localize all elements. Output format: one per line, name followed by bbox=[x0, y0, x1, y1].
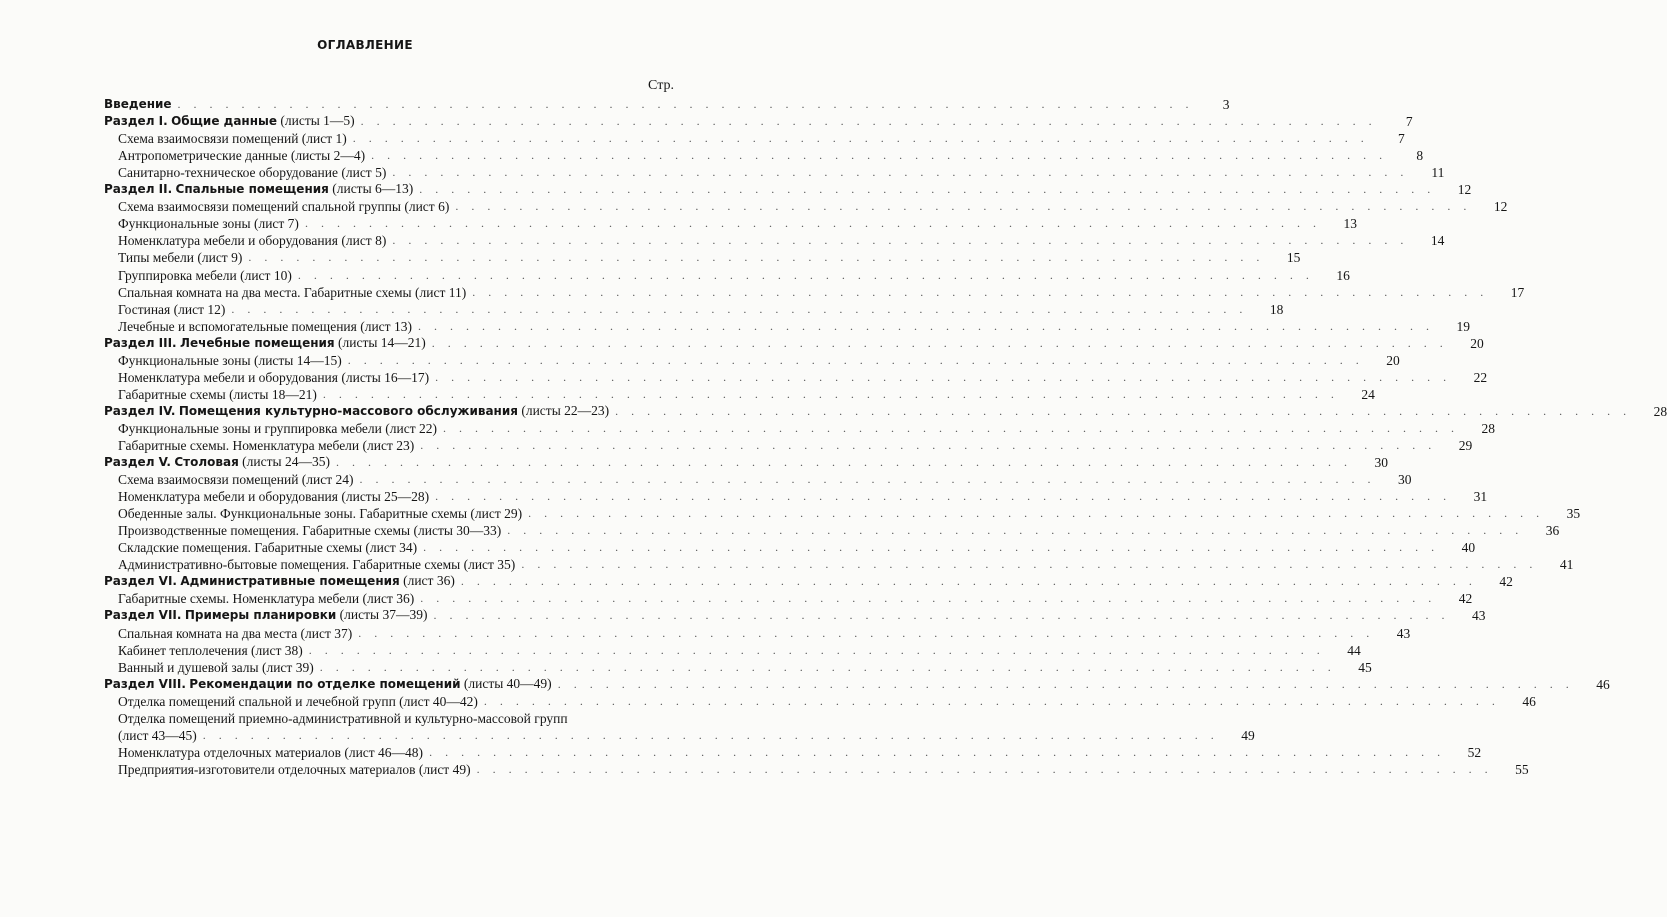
toc-leader-dots: . . . . . . . . . . . . . . . . . . . . . . . . . . . . . . . . . . . . . . . . . . . . . . . . . . . . . . . . . . . . . . . . bbox=[359, 472, 1376, 487]
toc-page-number: 44 bbox=[1347, 642, 1361, 658]
toc-entry-title bbox=[104, 675, 552, 693]
toc-section-entry bbox=[104, 113, 1413, 130]
toc-section-label: Раздел I. bbox=[104, 114, 168, 129]
toc-leader-dots: . . . . . . . . . . . . . . . . . . . . . . . . . . . . . . . . . . . . . . . . . . . . . . . . . . . . . . . . . . . . . . . . bbox=[417, 318, 1434, 333]
toc-subentry bbox=[104, 761, 1529, 778]
toc-leader-dots: . . . . . . . . . . . . . . . . . . . . . . . . . . . . . . . . . . . . . . . . . . . . . . . . . . . . . . . . . . . . . . . . bbox=[347, 352, 1364, 367]
toc-section-entry bbox=[104, 334, 1484, 352]
toc-page-number: 31 bbox=[1473, 489, 1488, 505]
toc-leader-dots: . . . . . . . . . . . . . . . . . . . . . . . . . . . . . . . . . . . . . . . . . . . . . . . . . . . . . . . . . . . . . . . . bbox=[455, 199, 1472, 214]
toc-subentry-text: Схема взаимосвязи помещений (лист 1) bbox=[118, 131, 347, 147]
toc-leader-dots: . . . . . . . . . . . . . . . . . . . . . . . . . . . . . . . . . . . . . . . . . . . . . . . . . . . . . . . . . . . . . . . . bbox=[335, 455, 1352, 470]
toc-subentry bbox=[104, 590, 1473, 607]
toc-leader-dots: . . . . . . . . . . . . . . . . . . . . . . . . . . . . . . . . . . . . . . . . . . . . . . . . . . . . . . . . . . . . . . . . bbox=[433, 608, 1450, 623]
toc-leader-dots: . . . . . . . . . . . . . . . . . . . . . . . . . . . . . . . . . . . . . . . . . . . . . . . . . . . . . . . . . . . . . . . . bbox=[322, 386, 1339, 401]
toc-leader-dots: . . . . . . . . . . . . . . . . . . . . . . . . . . . . . . . . . . . . . . . . . . . . . . . . . . . . . . . . . . . . . . . . bbox=[420, 591, 1437, 606]
page-column-header: Стр. bbox=[648, 78, 674, 93]
toc-subentry-text: Обеденные залы. Функциональные зоны. Габаритные схемы (лист 29) bbox=[118, 506, 523, 522]
toc-leader-dots: . . . . . . . . . . . . . . . . . . . . . . . . . . . . . . . . . . . . . . . . . . . . . . . . . . . . . . . . . . . . . . . . bbox=[360, 114, 1377, 129]
toc-page-number: 3 bbox=[1222, 97, 1230, 113]
toc-leader-dots: . . . . . . . . . . . . . . . . . . . . . . . . . . . . . . . . . . . . . . . . . . . . . . . . . . . . . . . . . . . . . . . . bbox=[472, 284, 1489, 299]
toc-subentry bbox=[104, 556, 1574, 573]
toc-page-number: 35 bbox=[1566, 506, 1581, 522]
toc-entry-title bbox=[104, 556, 515, 573]
toc-page-number: 20 bbox=[1470, 335, 1484, 351]
toc-page-number: 24 bbox=[1361, 386, 1375, 402]
toc-leader-dots: . . . . . . . . . . . . . . . . . . . . . . . . . . . . . . . . . . . . . . . . . . . . . . . . . . . . . . . . . . . . . . . . bbox=[297, 267, 1314, 282]
toc-section-entry bbox=[104, 181, 1472, 198]
toc-entry-title bbox=[104, 301, 225, 318]
toc-leader-dots: . . . . . . . . . . . . . . . . . . . . . . . . . . . . . . . . . . . . . . . . . . . . . . . . . . . . . . . . . . . . . . . . bbox=[521, 557, 1538, 572]
toc-page-number: 52 bbox=[1467, 744, 1482, 760]
toc-section-label: Раздел IV. bbox=[104, 403, 176, 418]
toc-entry-title bbox=[104, 693, 478, 710]
toc-page-number: 29 bbox=[1458, 437, 1473, 453]
toc-page-number: 19 bbox=[1456, 318, 1470, 334]
toc-leader-dots: . . . . . . . . . . . . . . . . . . . . . . . . . . . . . . . . . . . . . . . . . . . . . . . . . . . . . . . . . . . . . . . . bbox=[435, 369, 1452, 384]
toc-leader-dots: . . . . . . . . . . . . . . . . . . . . . . . . . . . . . . . . . . . . . . . . . . . . . . . . . . . . . . . . . . . . . . . . bbox=[392, 165, 1409, 180]
toc-section-sheets: (листы 1—5) bbox=[280, 113, 355, 129]
toc-subentry-text: Кабинет теплолечения (лист 38) bbox=[118, 642, 303, 658]
toc-page-number: 41 bbox=[1559, 557, 1574, 573]
toc-page-number: 15 bbox=[1286, 250, 1301, 266]
toc-leader-dots: . . . . . . . . . . . . . . . . . . . . . . . . . . . . . . . . . . . . . . . . . . . . . . . . . . . . . . . . . . . . . . . . bbox=[429, 744, 1446, 759]
toc-section-name: Примеры планировки bbox=[184, 608, 337, 623]
toc-subentry-text: Санитарно-техническое оборудование (лист 5) bbox=[118, 165, 387, 181]
toc-section-label: Раздел VI. bbox=[104, 574, 177, 589]
toc-entry-title bbox=[104, 352, 342, 369]
toc-subentry bbox=[104, 693, 1536, 710]
toc-page-number: 22 bbox=[1473, 369, 1488, 385]
toc-entry-title bbox=[104, 453, 330, 471]
toc-entry-title bbox=[104, 471, 354, 488]
toc-subentry bbox=[104, 284, 1525, 301]
toc-entry-title bbox=[104, 95, 172, 113]
toc-section-sheets: (листы 14—21) bbox=[338, 334, 426, 350]
toc-subentry bbox=[104, 164, 1445, 181]
toc-entry-title bbox=[104, 710, 568, 727]
toc-page-number: 13 bbox=[1343, 216, 1357, 232]
toc-page-number: 42 bbox=[1499, 574, 1513, 590]
toc-page-number: 28 bbox=[1481, 420, 1495, 436]
toc-subentry-text: Складские помещения. Габаритные схемы (лист 34) bbox=[118, 540, 418, 556]
toc-section-label: Раздел V. bbox=[104, 455, 171, 470]
toc-entry-title bbox=[104, 606, 427, 624]
toc-section-name: Рекомендации по отделке помещений bbox=[189, 676, 461, 691]
toc-subentry bbox=[104, 232, 1445, 249]
toc-section-sheets: (листы 40—49) bbox=[463, 675, 552, 691]
toc-section-label: Раздел VII. bbox=[104, 608, 182, 623]
toc-subentry-text: Номенклатура отделочных материалов (лист 46—48) bbox=[118, 744, 424, 760]
toc-page-number: 18 bbox=[1269, 301, 1284, 317]
toc-leader-dots: . . . . . . . . . . . . . . . . . . . . . . . . . . . . . . . . . . . . . . . . . . . . . . . . . . . . . . . . . . . . . . . . bbox=[442, 420, 1459, 435]
toc-entry-title bbox=[104, 642, 303, 659]
toc-leader-dots: . . . . . . . . . . . . . . . . . . . . . . . . . . . . . . . . . . . . . . . . . . . . . . . . . . . . . . . . . . . . . . . . bbox=[420, 437, 1437, 452]
toc-section-label: Раздел II. bbox=[104, 182, 173, 197]
toc-subentry-text: Номенклатура мебели и оборудования (листы 25—28) bbox=[118, 489, 430, 505]
toc-subentry bbox=[104, 744, 1482, 761]
toc-leader-dots: . . . . . . . . . . . . . . . . . . . . . . . . . . . . . . . . . . . . . . . . . . . . . . . . . . . . . . . . . . . . . . . . bbox=[392, 233, 1409, 248]
toc-subentry-text: Административно-бытовые помещения. Габаритные схемы (лист 35) bbox=[118, 557, 516, 573]
toc-entry-title bbox=[104, 761, 471, 778]
toc-page-number: 43 bbox=[1471, 608, 1486, 624]
toc-page-number: 30 bbox=[1374, 455, 1388, 471]
toc-leader-dots: . . . . . . . . . . . . . . . . . . . . . . . . . . . . . . . . . . . . . . . . . . . . . . . . . . . . . . . . . . . . . . . . bbox=[460, 574, 1477, 589]
toc-section-entry bbox=[104, 607, 1486, 624]
toc-subentry bbox=[104, 386, 1375, 403]
toc-subentry bbox=[104, 488, 1488, 505]
toc-entry-title bbox=[104, 727, 197, 744]
toc-subentry bbox=[104, 369, 1488, 386]
toc-section-sheets: (листы 37—39) bbox=[339, 607, 428, 623]
toc-subentry bbox=[104, 215, 1357, 232]
toc-entry-title bbox=[104, 744, 423, 761]
toc-leader-dots: . . . . . . . . . . . . . . . . . . . . . . . . . . . . . . . . . . . . . . . . . . . . . . . . . . . . . . . . . . . . . . . . bbox=[423, 540, 1440, 555]
toc-leader-dots: . . . . . . . . . . . . . . . . . . . . . . . . . . . . . . . . . . . . . . . . . . . . . . . . . . . . . . . . . . . . . . . . bbox=[476, 761, 1493, 776]
toc-section-sheets: (листы 22—23) bbox=[521, 402, 610, 418]
toc-subentry bbox=[104, 659, 1372, 676]
toc-entry-title bbox=[104, 572, 455, 590]
page-title: ОГЛАВЛЕНИЕ bbox=[317, 38, 413, 52]
toc-section-label: Раздел III. bbox=[104, 335, 177, 350]
toc-entry-title bbox=[104, 522, 501, 539]
toc-entry-title bbox=[104, 488, 429, 505]
toc-page-number: 8 bbox=[1416, 148, 1424, 164]
toc-leader-dots: . . . . . . . . . . . . . . . . . . . . . . . . . . . . . . . . . . . . . . . . . . . . . . . . . . . . . . . . . . . . . . . . bbox=[371, 148, 1388, 163]
toc-subentry bbox=[104, 539, 1476, 556]
toc-subentry-text: Группировка мебели (лист 10) bbox=[118, 267, 292, 283]
toc-subentry bbox=[104, 198, 1508, 215]
toc-page-number: 28 bbox=[1653, 403, 1667, 419]
toc-entry-title bbox=[104, 386, 317, 403]
toc-subentry-text: Гостиная (лист 12) bbox=[118, 301, 226, 317]
toc-subentry-text: Ванный и душевой залы (лист 39) bbox=[118, 659, 314, 675]
toc-subentry-text: Лечебные и вспомогательные помещения (лист 13) bbox=[118, 318, 412, 334]
toc-section-label: Раздел VIII. bbox=[104, 676, 186, 691]
toc-entry-title bbox=[104, 318, 412, 335]
toc-page-number: 55 bbox=[1515, 761, 1529, 777]
toc-subentry bbox=[104, 642, 1361, 659]
toc-page-number: 17 bbox=[1510, 284, 1525, 300]
toc-subentry-text: Габаритные схемы. Номенклатура мебели (лист 36) bbox=[118, 591, 415, 607]
toc-page-number: 40 bbox=[1461, 540, 1476, 556]
toc-section-name: Столовая bbox=[174, 455, 239, 470]
toc-section-sheets: (листы 24—35) bbox=[242, 454, 330, 470]
toc-leader-dots: . . . . . . . . . . . . . . . . . . . . . . . . . . . . . . . . . . . . . . . . . . . . . . . . . . . . . . . . . . . . . . . . bbox=[557, 676, 1574, 691]
toc-page-number: 43 bbox=[1396, 625, 1411, 641]
toc-entry-title bbox=[104, 215, 299, 232]
toc-entry-title bbox=[104, 180, 413, 198]
toc-subentry bbox=[104, 505, 1581, 522]
toc-subentry bbox=[104, 710, 676, 727]
toc-section-entry bbox=[104, 402, 1667, 420]
toc-subentry-text: Спальная комната на два места (лист 37) bbox=[118, 625, 353, 641]
toc-section-entry bbox=[104, 96, 1230, 113]
toc-page-number: 14 bbox=[1430, 233, 1445, 249]
toc-page-number: 45 bbox=[1358, 659, 1372, 675]
toc-page-number: 11 bbox=[1431, 165, 1445, 181]
toc-section-label: Введение bbox=[104, 97, 172, 112]
toc-subentry-text: Функциональные зоны (листы 14—15) bbox=[118, 352, 342, 368]
toc-subentry-text: Антропометрические данные (листы 2—4) bbox=[118, 148, 366, 164]
toc-page-number: 46 bbox=[1596, 676, 1610, 692]
toc-page-number: 42 bbox=[1458, 591, 1473, 607]
toc-entry-title bbox=[104, 112, 355, 130]
toc-subentry bbox=[104, 352, 1400, 369]
toc-entry-title bbox=[104, 198, 449, 215]
toc-leader-dots: . . . . . . . . . . . . . . . . . . . . . . . . . . . . . . . . . . . . . . . . . . . . . . . . . . . . . . . . . . . . . . . . bbox=[358, 625, 1375, 640]
toc-subentry-text: Схема взаимосвязи помещений спальной группы (лист 6) bbox=[118, 199, 450, 215]
toc-leader-dots: . . . . . . . . . . . . . . . . . . . . . . . . . . . . . . . . . . . . . . . . . . . . . . . . . . . . . . . . . . . . . . . . bbox=[419, 182, 1436, 197]
toc-leader-dots: . . . . . . . . . . . . . . . . . . . . . . . . . . . . . . . . . . . . . . . . . . . . . . . . . . . . . . . . . . . . . . . . bbox=[615, 403, 1632, 418]
toc-section-name: Административные помещения bbox=[180, 574, 400, 589]
toc-section-name: Спальные помещения bbox=[175, 182, 329, 197]
toc-leader-dots: . . . . . . . . . . . . . . . . . . . . . . . . . . . . . . . . . . . . . . . . . . . . . . . . . . . . . . . . . . . . . . . . bbox=[507, 523, 1524, 538]
toc-entry-title bbox=[104, 369, 429, 386]
toc-section-sheets: (лист 36) bbox=[403, 573, 455, 589]
toc-subentry bbox=[104, 249, 1301, 266]
toc-entry-title bbox=[104, 437, 414, 454]
toc-entry-title bbox=[104, 147, 365, 164]
toc-subentry bbox=[104, 624, 1411, 641]
toc-entry-title bbox=[104, 590, 414, 607]
toc-entry-title bbox=[104, 249, 242, 266]
table-of-contents bbox=[104, 96, 1667, 778]
toc-page-number: 7 bbox=[1398, 131, 1405, 147]
toc-page-number: 46 bbox=[1522, 693, 1536, 709]
toc-subentry-text: Предприятия-изготовители отделочных материалов (лист 49) bbox=[118, 761, 471, 777]
toc-entry-title bbox=[104, 284, 466, 301]
toc-section-sheets: (листы 6—13) bbox=[332, 181, 414, 197]
toc-subentry bbox=[104, 266, 1350, 283]
toc-leader-dots: . . . . . . . . . . . . . . . . . . . . . . . . . . . . . . . . . . . . . . . . . . . . . . . . . . . . . . . . . . . . . . . . bbox=[248, 250, 1265, 265]
toc-page-number: 36 bbox=[1545, 523, 1560, 539]
toc-leader-dots: . . . . . . . . . . . . . . . . . . . . . . . . . . . . . . . . . . . . . . . . . . . . . . . . . . . . . . . . . . . . . . . . bbox=[231, 301, 1248, 316]
toc-subentry-text: Спальная комната на два места. Габаритные схемы (лист 11) bbox=[118, 284, 467, 300]
toc-subentry-text: Функциональные зоны (лист 7) bbox=[118, 216, 299, 232]
toc-subentry bbox=[104, 301, 1284, 318]
toc-entry-title bbox=[104, 402, 609, 420]
toc-page-number: 20 bbox=[1386, 352, 1400, 368]
toc-page-number: 16 bbox=[1336, 267, 1350, 283]
toc-subentry bbox=[104, 522, 1560, 539]
toc-section-entry bbox=[104, 573, 1513, 590]
toc-entry-title bbox=[104, 267, 292, 284]
toc-page-number: 12 bbox=[1457, 182, 1472, 198]
toc-entry-title bbox=[104, 164, 386, 181]
toc-subentry bbox=[104, 318, 1470, 335]
toc-subentry-text: Номенклатура мебели и оборудования (листы 16—17) bbox=[118, 369, 430, 385]
toc-entry-title bbox=[104, 130, 347, 147]
toc-page-number: 30 bbox=[1398, 472, 1412, 488]
toc-subentry-text: Отделка помещений спальной и лечебной групп (лист 40—42) bbox=[118, 693, 478, 709]
toc-subentry-text: Отделка помещений приемно-административной и культурно-массовой групп bbox=[118, 710, 568, 726]
toc-leader-dots: . . . . . . . . . . . . . . . . . . . . . . . . . . . . . . . . . . . . . . . . . . . . . . . . . . . . . . . . . . . . . . . . bbox=[308, 642, 1325, 657]
toc-leader-dots: . . . . . . . . . . . . . . . . . . . . . . . . . . . . . . . . . . . . . . . . . . . . . . . . . . . . . . . . . . . . . . . . bbox=[352, 131, 1369, 146]
toc-leader-dots: . . . . . . . . . . . . . . . . . . . . . . . . . . . . . . . . . . . . . . . . . . . . . . . . . . . . . . . . . . . . . . . . bbox=[304, 216, 1321, 231]
toc-entry-title bbox=[104, 625, 352, 642]
toc-page-number: 49 bbox=[1241, 727, 1255, 743]
toc-subentry-text: (лист 43—45) bbox=[118, 727, 197, 743]
toc-subentry bbox=[104, 130, 1405, 147]
toc-section-entry bbox=[104, 454, 1388, 471]
toc-subentry-text: Номенклатура мебели и оборудования (лист 8) bbox=[118, 233, 387, 249]
toc-entry-title bbox=[104, 334, 426, 352]
toc-subentry-text: Функциональные зоны и группировка мебели (лист 22) bbox=[118, 420, 437, 436]
toc-subentry bbox=[104, 420, 1495, 437]
toc-leader-dots: . . . . . . . . . . . . . . . . . . . . . . . . . . . . . . . . . . . . . . . . . . . . . . . . . . . . . . . . . . . . . . . . bbox=[319, 659, 1336, 674]
toc-leader-dots: . . . . . . . . . . . . . . . . . . . . . . . . . . . . . . . . . . . . . . . . . . . . . . . . . . . . . . . . . . . . . . . . bbox=[483, 693, 1500, 708]
toc-leader-dots: . . . . . . . . . . . . . . . . . . . . . . . . . . . . . . . . . . . . . . . . . . . . . . . . . . . . . . . . . . . . . . . . bbox=[431, 335, 1448, 350]
toc-subentry-text: Габаритные схемы. Номенклатура мебели (лист 23) bbox=[118, 437, 415, 453]
toc-entry-title bbox=[104, 420, 437, 437]
toc-page-number: 12 bbox=[1493, 199, 1508, 215]
toc-section-name: Общие данные bbox=[171, 114, 277, 129]
toc-entry-title bbox=[104, 539, 417, 556]
toc-leader-dots: . . . . . . . . . . . . . . . . . . . . . . . . . . . . . . . . . . . . . . . . . . . . . . . . . . . . . . . . . . . . . . . . bbox=[177, 97, 1194, 112]
toc-section-entry bbox=[104, 675, 1610, 693]
toc-subentry bbox=[104, 147, 1424, 164]
toc-entry-title bbox=[104, 659, 314, 676]
toc-leader-dots: . . . . . . . . . . . . . . . . . . . . . . . . . . . . . . . . . . . . . . . . . . . . . . . . . . . . . . . . . . . . . . . . bbox=[528, 506, 1545, 521]
toc-section-name: Помещения культурно-массового обслуживания bbox=[178, 403, 518, 418]
toc-page-number: 7 bbox=[1405, 114, 1413, 130]
toc-entry-title bbox=[104, 505, 522, 522]
toc-subentry bbox=[104, 727, 1255, 744]
toc-subentry-text: Схема взаимосвязи помещений (лист 24) bbox=[118, 472, 354, 488]
toc-section-name: Лечебные помещения bbox=[180, 335, 335, 350]
toc-subentry-text: Типы мебели (лист 9) bbox=[118, 250, 243, 266]
toc-subentry bbox=[104, 471, 1412, 488]
toc-leader-dots: . . . . . . . . . . . . . . . . . . . . . . . . . . . . . . . . . . . . . . . . . . . . . . . . . . . . . . . . . . . . . . . . bbox=[435, 489, 1452, 504]
toc-leader-dots: . . . . . . . . . . . . . . . . . . . . . . . . . . . . . . . . . . . . . . . . . . . . . . . . . . . . . . . . . . . . . . . . bbox=[202, 727, 1219, 742]
toc-entry-title bbox=[104, 232, 386, 249]
toc-subentry-text: Габаритные схемы (листы 18—21) bbox=[118, 386, 317, 402]
toc-subentry bbox=[104, 437, 1473, 454]
toc-subentry-text: Производственные помещения. Габаритные схемы (листы 30—33) bbox=[118, 523, 502, 539]
